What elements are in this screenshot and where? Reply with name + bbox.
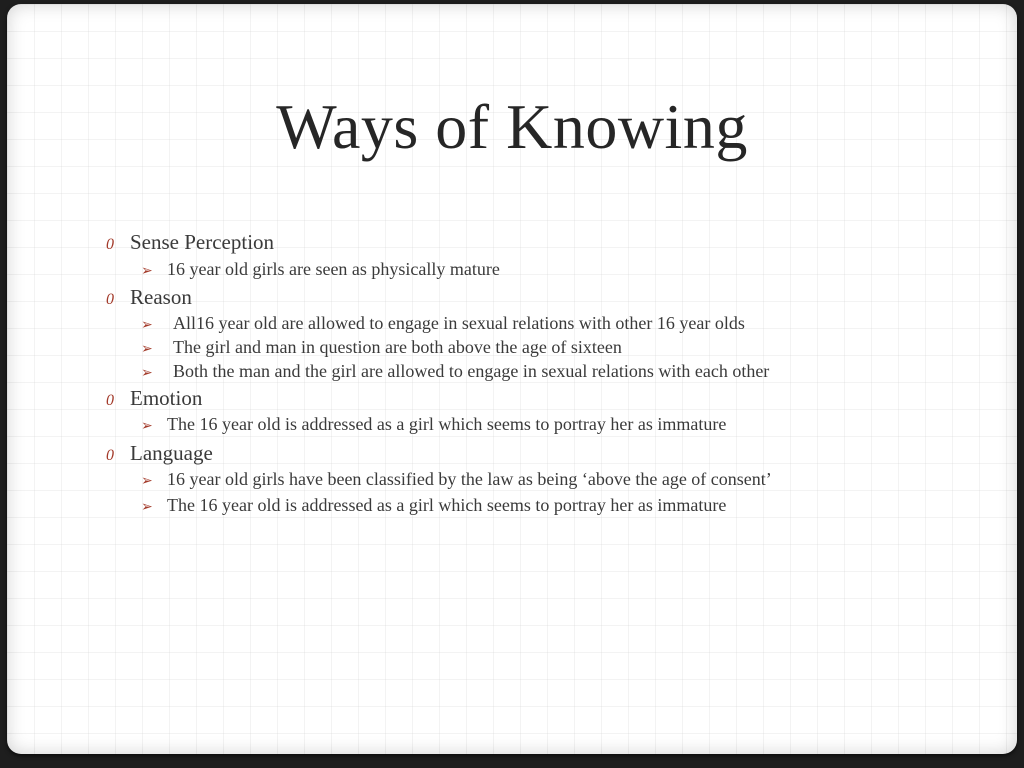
bullet-emotion — [106, 386, 202, 411]
sub-bullet-text: Both the man and the girl are allowed to engage in sexual relations with each other — [173, 361, 770, 381]
arrow-bullet-icon: ➢ — [141, 264, 153, 279]
sub-bullet-text: The 16 year old is addressed as a girl which seems to portray her as immature — [167, 414, 727, 434]
level1-marker: 0 — [106, 447, 114, 464]
sub-bullet — [141, 337, 622, 358]
bullet-heading: Reason — [130, 285, 192, 309]
sub-bullet — [141, 313, 745, 334]
level1-marker: 0 — [106, 236, 114, 253]
sub-bullet — [141, 414, 726, 435]
sub-bullet-text: The 16 year old is addressed as a girl which seems to portray her as immature — [167, 495, 727, 515]
arrow-bullet-icon: ➢ — [141, 500, 153, 515]
arrow-bullet-icon: ➢ — [141, 474, 153, 489]
arrow-bullet-icon: ➢ — [141, 318, 153, 333]
sub-bullet-text: All16 year old are allowed to engage in sexual relations with other 16 year olds — [173, 313, 745, 333]
bullet-language — [106, 441, 213, 466]
sub-bullet-text: 16 year old girls are seen as physically mature — [167, 259, 500, 279]
bullet-heading: Sense Perception — [130, 230, 275, 254]
sub-bullet — [141, 469, 772, 490]
sub-bullet — [141, 361, 769, 382]
level1-marker: 0 — [106, 392, 114, 409]
sub-bullet — [141, 259, 500, 280]
slide-title: Ways of Knowing — [276, 91, 748, 162]
arrow-bullet-icon: ➢ — [141, 342, 153, 357]
sub-bullet-text: 16 year old girls have been classified by the law as being ‘above the age of consent’ — [167, 469, 772, 489]
bullet-sense-perception — [106, 230, 274, 255]
sub-bullet — [141, 495, 726, 516]
arrow-bullet-icon: ➢ — [141, 366, 153, 381]
bullet-reason — [106, 285, 192, 310]
bullet-heading: Language — [130, 441, 213, 465]
arrow-bullet-icon: ➢ — [141, 419, 153, 434]
sub-bullet-text: The girl and man in question are both above the age of sixteen — [173, 337, 622, 357]
bullet-heading: Emotion — [130, 386, 203, 410]
level1-marker: 0 — [106, 291, 114, 308]
